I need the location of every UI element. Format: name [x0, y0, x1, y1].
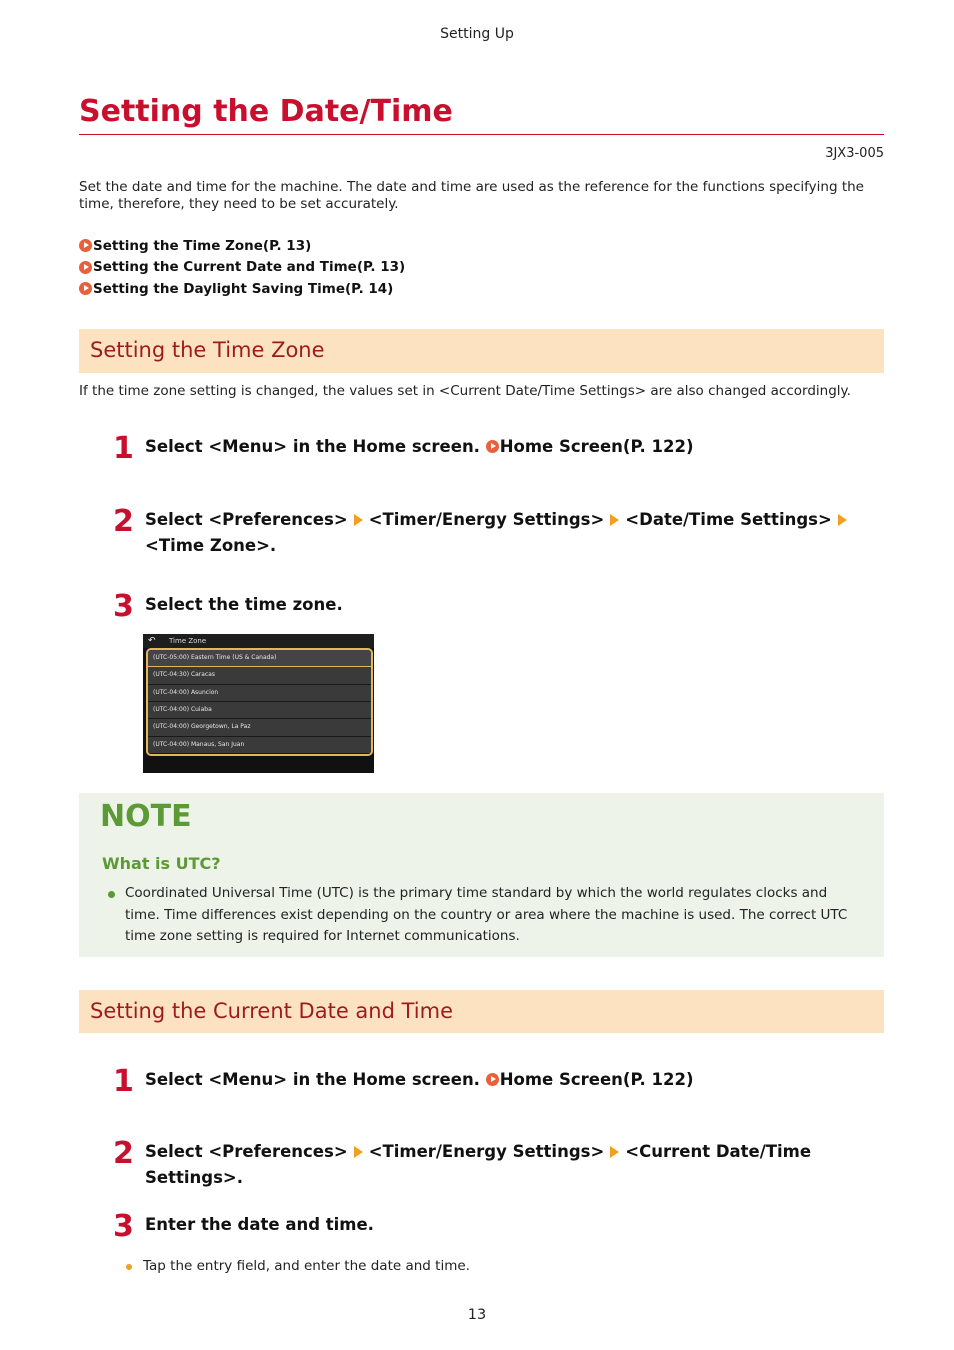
section-heading-time-zone: [79, 329, 884, 373]
link-daylight-saving[interactable]: [79, 278, 405, 300]
step-number: 3: [113, 589, 134, 624]
step-number: 1: [113, 1064, 134, 1099]
arrow-right-icon: [838, 514, 847, 526]
step-number: 2: [113, 504, 134, 539]
arrow-right-icon: [610, 1146, 619, 1158]
step-text: Enter the date and time.: [145, 1215, 374, 1234]
bullet-icon: [108, 891, 115, 898]
step-number: 3: [113, 1209, 134, 1244]
arrow-right-icon: [354, 514, 363, 526]
link-arrow-icon: [79, 261, 92, 274]
sub-step-text: Tap the entry field, and enter the date and time.: [143, 1258, 470, 1274]
section-heading-text: Setting the Time Zone: [90, 338, 325, 362]
note-text: Coordinated Universal Time (UTC) is the primary time standard by which the world regulates clocks and time. Time differences exist depending on the country or area where the machine is used. The correct UTC time zone setting is required for Internet communications.: [125, 885, 848, 944]
time-zone-item: (UTC-04:00) Cuiaba: [148, 702, 371, 719]
arrow-right-icon: [354, 1146, 363, 1158]
time-zone-item: (UTC-04:00) Manaus, San Juan: [148, 737, 371, 754]
time-zone-item: (UTC-04:00) Georgetown, La Paz: [148, 719, 371, 736]
time-zone-item: (UTC-05:00) Eastern Time (US & Canada): [148, 650, 371, 667]
step-number: 1: [113, 431, 134, 466]
link-label: Setting the Current Date and Time(P. 13): [93, 259, 406, 276]
screen-header: [143, 634, 374, 648]
section-links: [79, 235, 405, 300]
link-arrow-icon: [79, 282, 92, 295]
note-box: [79, 793, 884, 957]
time-zone-item: (UTC-04:30) Caracas: [148, 667, 371, 684]
note-subtitle: What is UTC?: [102, 854, 221, 873]
bullet-icon: [126, 1264, 132, 1270]
page-header: Setting Up: [440, 26, 514, 42]
link-label: Setting the Time Zone(P. 13): [93, 237, 312, 254]
step-number: 2: [113, 1136, 134, 1171]
link-arrow-icon: [486, 440, 499, 453]
link-label: Setting the Daylight Saving Time(P. 14): [93, 280, 394, 297]
home-screen-link[interactable]: Home Screen(P. 122): [486, 437, 694, 456]
back-icon: ↶: [148, 636, 156, 646]
link-time-zone[interactable]: [79, 235, 405, 257]
page-title: Setting the Date/Time: [79, 94, 453, 129]
intro-paragraph: Set the date and time for the machine. The date and time are used as the reference for the functions specifying the time, therefore, they need to be set accurately.: [79, 179, 864, 212]
document-id: 3JX3-005: [825, 146, 884, 161]
step-text: Select <Preferences> <Timer/Energy Settings> <Current Date/Time Settings>.: [145, 1142, 812, 1187]
home-screen-link[interactable]: Home Screen(P. 122): [486, 1070, 694, 1089]
link-current-date-time[interactable]: [79, 257, 405, 279]
time-zone-item: (UTC-04:00) Asuncion: [148, 685, 371, 702]
arrow-right-icon: [610, 514, 619, 526]
section-heading-text: Setting the Current Date and Time: [90, 999, 453, 1023]
link-arrow-icon: [486, 1073, 499, 1086]
step-text: Select <Preferences> <Timer/Energy Settings> <Date/Time Settings><Time Zone>.: [145, 507, 865, 559]
step-text: Select <Menu> in the Home screen. Home Screen(P. 122): [145, 437, 694, 456]
section-heading-current-date-time: [79, 990, 884, 1033]
time-zone-screenshot: [143, 634, 374, 773]
step-text: Select the time zone.: [145, 595, 343, 614]
time-zone-list: [146, 648, 373, 756]
link-arrow-icon: [79, 239, 92, 252]
note-title: NOTE: [100, 799, 192, 834]
screen-title: Time Zone: [169, 637, 207, 645]
section-description: If the time zone setting is changed, the values set in <Current Date/Time Settings> are also changed accordingly.: [79, 383, 851, 399]
step-text: Select <Menu> in the Home screen. Home Screen(P. 122): [145, 1070, 694, 1089]
title-divider: [79, 134, 884, 135]
page-number: 13: [467, 1307, 487, 1323]
